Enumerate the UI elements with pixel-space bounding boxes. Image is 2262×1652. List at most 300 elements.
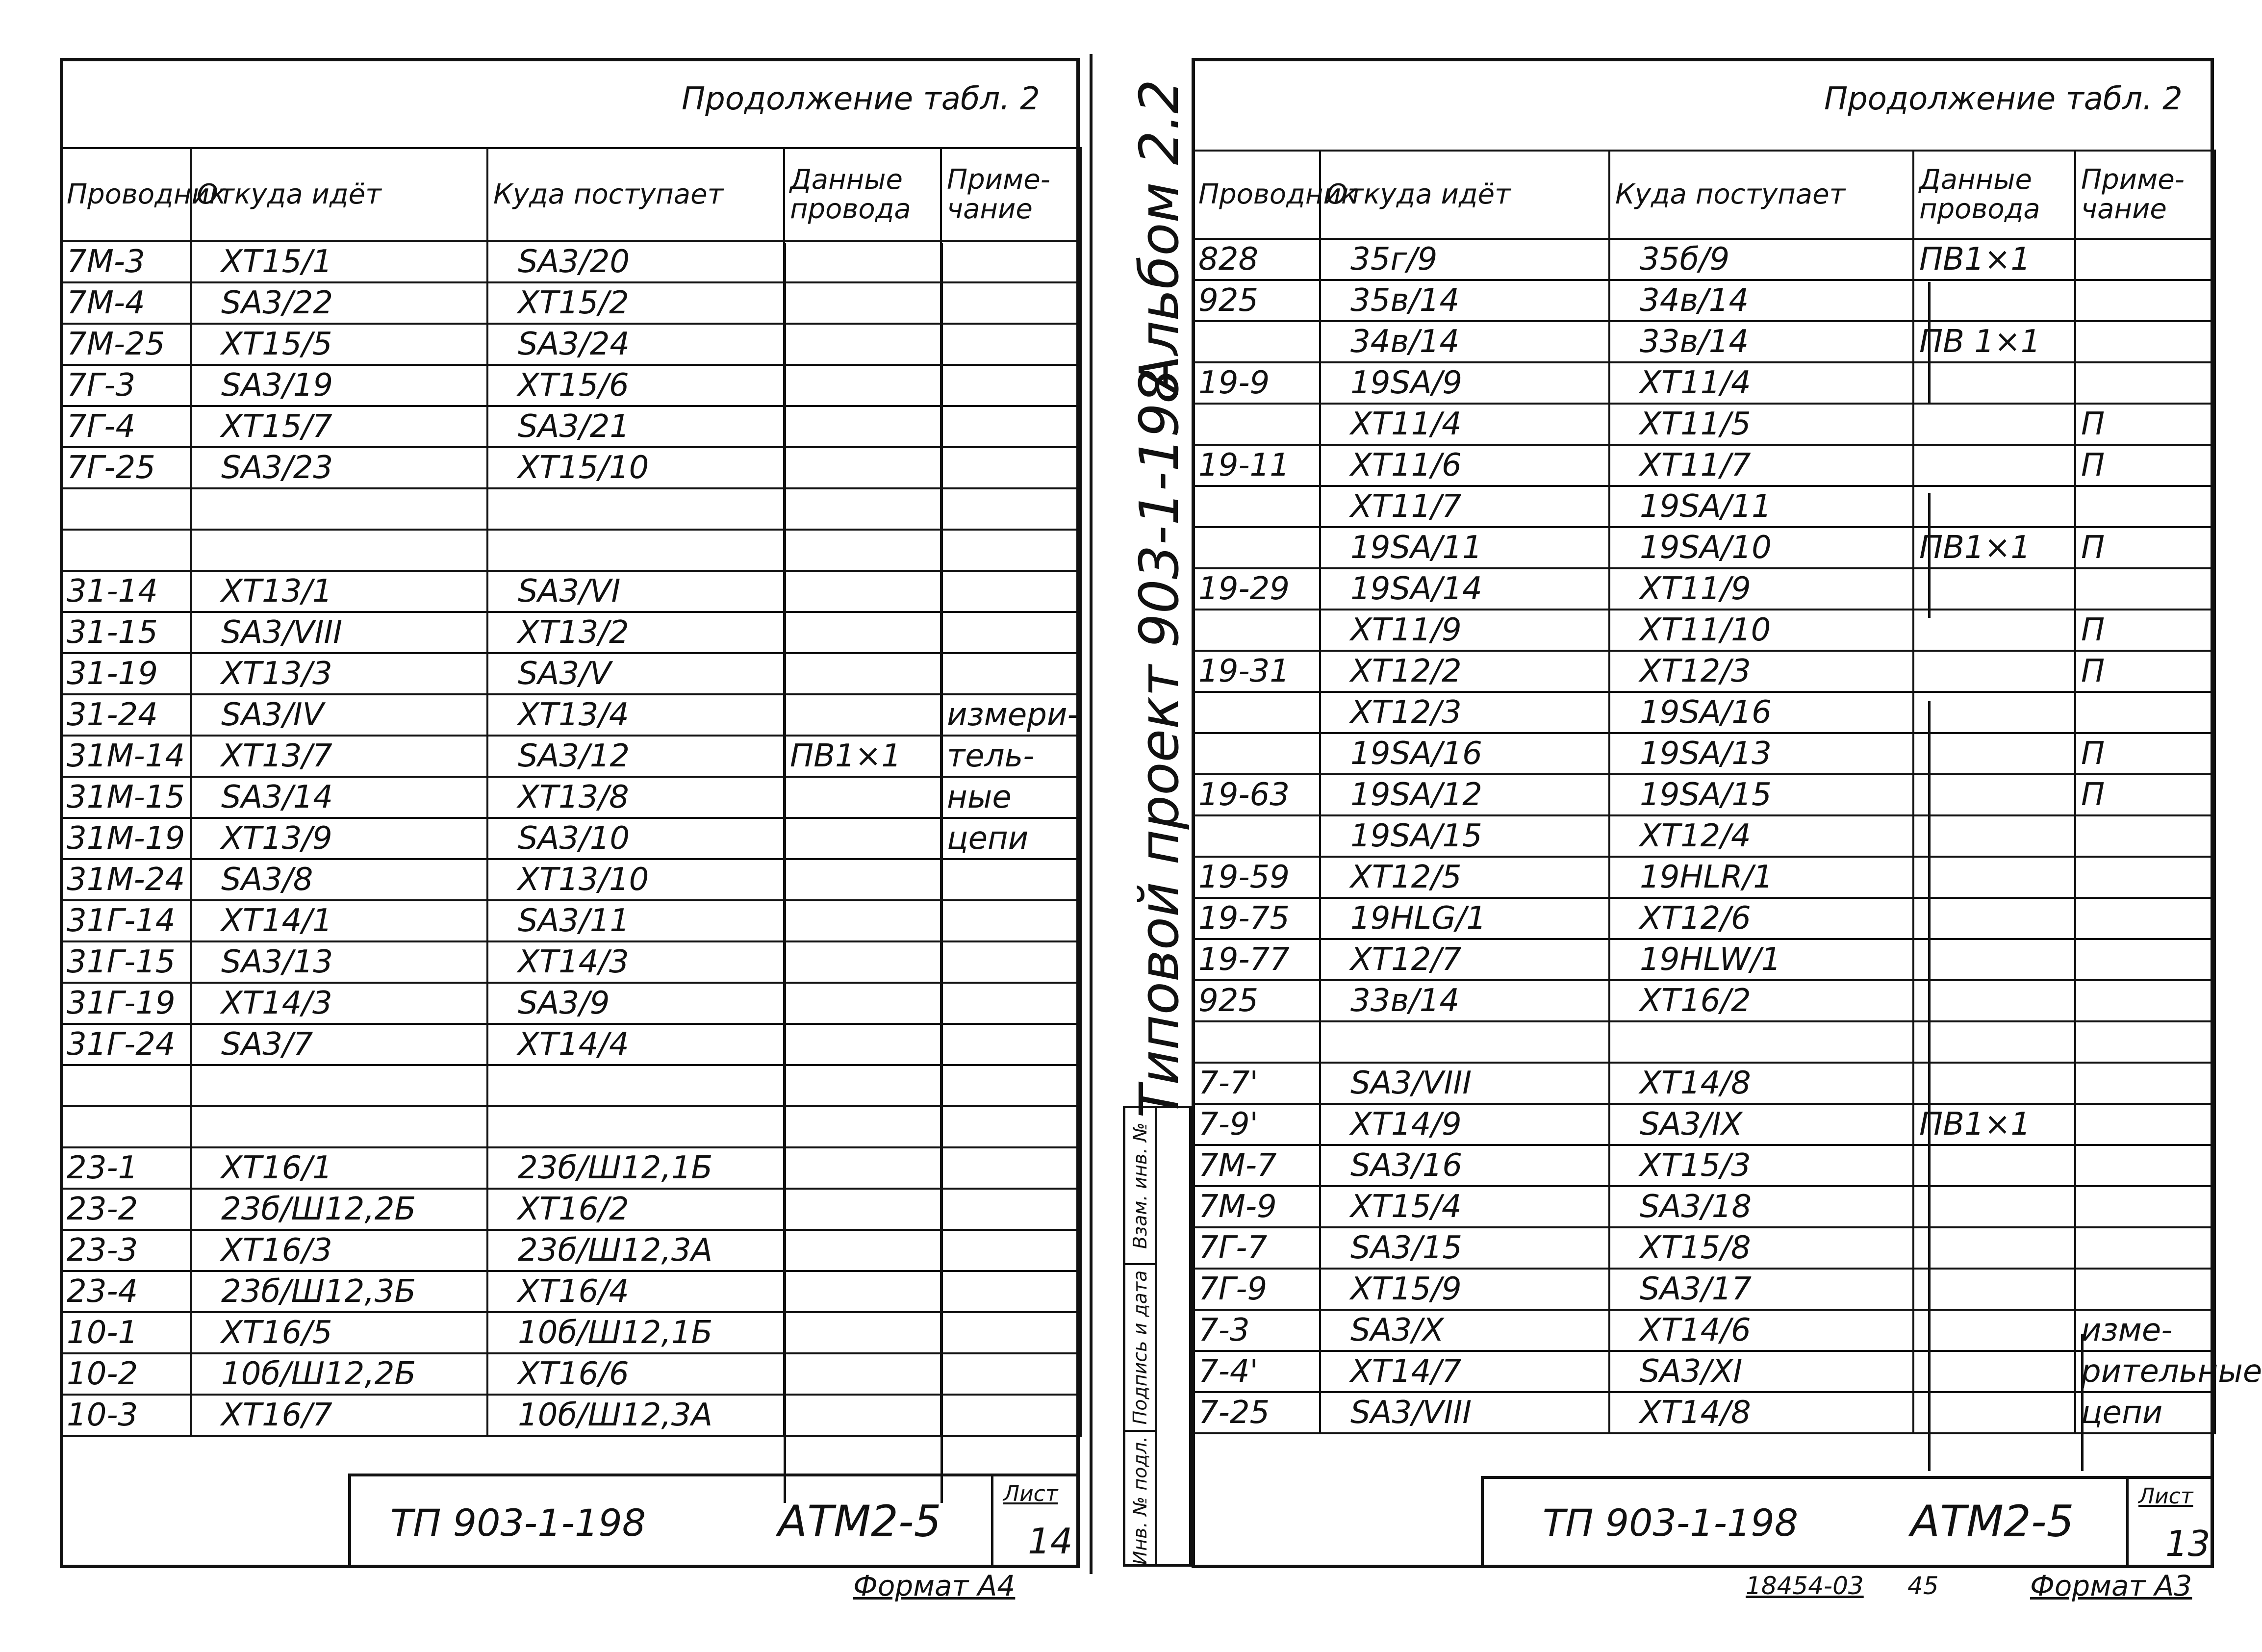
cell-note <box>941 406 1081 447</box>
col-header-wire-data: Данные провода <box>1913 151 2075 239</box>
cell-wire: 23-3 <box>61 1230 191 1271</box>
table-row <box>1193 1351 2215 1392</box>
cell-to: XT13/2 <box>487 612 784 653</box>
cell-from: 23б/Ш12,3Б <box>191 1271 487 1312</box>
cell-note <box>2075 486 2215 527</box>
cell-note <box>941 1024 1081 1065</box>
cell-wire-data <box>784 1230 941 1271</box>
cell-note <box>941 1065 1081 1106</box>
cell-wire: 31М-24 <box>61 859 191 900</box>
cell-from: XT15/1 <box>191 241 487 282</box>
cell-to <box>487 1065 784 1106</box>
right-format-label: Формат А3 <box>2030 1569 2192 1602</box>
table-row <box>61 941 1081 983</box>
table-row <box>61 1353 1081 1395</box>
cell-from: 23б/Ш12,2Б <box>191 1189 487 1230</box>
cell-wire-data <box>784 447 941 488</box>
right-table-caption: Продолжение табл. 2 <box>1824 81 2183 117</box>
cell-wire-data <box>1913 692 2075 733</box>
cell-wire-data <box>1913 1021 2075 1063</box>
cell-from <box>191 1106 487 1147</box>
right-stamp-doc: АТМ2-5 <box>1910 1496 2074 1547</box>
table-row <box>1193 857 2215 898</box>
cell-note <box>2075 321 2215 362</box>
stamp-divider <box>2126 1479 2129 1565</box>
cell-to: XT12/6 <box>1609 898 1913 939</box>
side-signature-strip-blank <box>1157 1106 1192 1567</box>
cell-note <box>941 571 1081 612</box>
cell-to: XT14/6 <box>1609 1310 1913 1351</box>
cell-wire <box>1193 404 1320 445</box>
right-wire-data-brace-2 <box>1928 493 1931 618</box>
cell-wire: 31М-15 <box>61 777 191 818</box>
cell-note <box>941 1189 1081 1230</box>
left-title-block <box>348 1474 1080 1568</box>
cell-note: измери- <box>941 694 1081 736</box>
left-format-label: Формат А4 <box>853 1569 1016 1602</box>
cell-note <box>941 1271 1081 1312</box>
cell-note: цепи <box>941 818 1081 859</box>
col-header-from: Откуда идёт <box>1320 151 1609 239</box>
cell-to <box>487 1106 784 1147</box>
table-row <box>1193 610 2215 651</box>
col-header-wire-data: Данные провода <box>784 148 941 241</box>
table-row <box>1193 280 2215 321</box>
cell-to: XT15/8 <box>1609 1227 1913 1269</box>
table-row <box>61 1230 1081 1271</box>
cell-from: XT14/9 <box>1320 1104 1609 1145</box>
table-row <box>1193 1310 2215 1351</box>
cell-wire-data <box>1913 1063 2075 1104</box>
cell-from: XT16/1 <box>191 1147 487 1189</box>
cell-wire: 31М-19 <box>61 818 191 859</box>
cell-wire: 19-75 <box>1193 898 1320 939</box>
cell-wire: 23-2 <box>61 1189 191 1230</box>
cell-to <box>487 530 784 571</box>
cell-wire: 10-2 <box>61 1353 191 1395</box>
cell-wire-data <box>784 1147 941 1189</box>
cell-wire: 19-11 <box>1193 445 1320 486</box>
cell-wire <box>1193 321 1320 362</box>
cell-note: П <box>2075 527 2215 568</box>
cell-wire <box>1193 815 1320 857</box>
cell-to: XT14/8 <box>1609 1392 1913 1433</box>
right-note-brace <box>2081 1334 2084 1471</box>
cell-from: XT12/2 <box>1320 651 1609 692</box>
cell-note: изме- <box>2075 1310 2215 1351</box>
table-row <box>61 1395 1081 1436</box>
cell-from: 19SA/15 <box>1320 815 1609 857</box>
cell-to: 33в/14 <box>1609 321 1913 362</box>
cell-wire-data <box>784 324 941 365</box>
cell-wire-data <box>784 1065 941 1106</box>
cell-note <box>2075 980 2215 1021</box>
cell-note <box>941 282 1081 324</box>
cell-to: SA3/V <box>487 653 784 694</box>
table-row <box>61 612 1081 653</box>
table-row <box>1193 1104 2215 1145</box>
cell-from: SA3/13 <box>191 941 487 983</box>
cell-note <box>941 612 1081 653</box>
cell-to: 35б/9 <box>1609 239 1913 280</box>
cell-note <box>2075 1227 2215 1269</box>
cell-wire: 31Г-14 <box>61 900 191 941</box>
cell-note <box>2075 898 2215 939</box>
cell-from: 10б/Ш12,2Б <box>191 1353 487 1395</box>
cell-wire: 7Г-9 <box>1193 1269 1320 1310</box>
cell-wire: 10-3 <box>61 1395 191 1436</box>
cell-to: XT13/10 <box>487 859 784 900</box>
col-header-note: Приме-чание <box>2075 151 2215 239</box>
left-table-caption: Продолжение табл. 2 <box>682 81 1040 117</box>
cell-to: 19SA/15 <box>1609 774 1913 815</box>
table-row <box>61 1312 1081 1353</box>
cell-to: XT12/3 <box>1609 651 1913 692</box>
left-note-brace <box>940 243 943 1503</box>
cell-wire: 31Г-24 <box>61 1024 191 1065</box>
cell-note <box>2075 1104 2215 1145</box>
cell-wire <box>1193 1021 1320 1063</box>
cell-from: 19SA/14 <box>1320 568 1609 610</box>
cell-wire: 7Г-25 <box>61 447 191 488</box>
cell-wire-data <box>1913 815 2075 857</box>
cell-wire: 10-1 <box>61 1312 191 1353</box>
cell-to: XT13/8 <box>487 777 784 818</box>
cell-from: XT13/7 <box>191 736 487 777</box>
cell-to: 19HLR/1 <box>1609 857 1913 898</box>
cell-wire: 7-7' <box>1193 1063 1320 1104</box>
left-stamp-doc: АТМ2-5 <box>778 1496 941 1547</box>
cell-to: XT14/3 <box>487 941 784 983</box>
cell-wire-data <box>784 1106 941 1147</box>
table-row <box>61 571 1081 612</box>
cell-wire <box>61 530 191 571</box>
cell-to: 19HLW/1 <box>1609 939 1913 980</box>
right-stamp-sheet-label: Лист <box>2138 1484 2193 1509</box>
cell-from: XT16/7 <box>191 1395 487 1436</box>
cell-from: SA3/8 <box>191 859 487 900</box>
table-row <box>61 406 1081 447</box>
table-row <box>1193 321 2215 362</box>
cell-wire: 7М-4 <box>61 282 191 324</box>
cell-from: XT12/5 <box>1320 857 1609 898</box>
table-row <box>1193 568 2215 610</box>
left-wire-table <box>60 147 1082 1437</box>
table-row <box>61 241 1081 282</box>
cell-wire-data: ПВ1×1 <box>1913 527 2075 568</box>
cell-to: SA3/10 <box>487 818 784 859</box>
cell-to: XT13/4 <box>487 694 784 736</box>
cell-wire-data <box>784 488 941 530</box>
cell-from: 35г/9 <box>1320 239 1609 280</box>
cell-from: SA3/22 <box>191 282 487 324</box>
cell-wire: 31М-14 <box>61 736 191 777</box>
cell-note <box>941 530 1081 571</box>
table-row <box>1193 692 2215 733</box>
cell-wire-data <box>1913 404 2075 445</box>
cell-from: SA3/19 <box>191 365 487 406</box>
cell-to: XT16/2 <box>487 1189 784 1230</box>
cell-wire-data <box>784 818 941 859</box>
cell-from: XT11/4 <box>1320 404 1609 445</box>
cell-wire-data <box>1913 1227 2075 1269</box>
cell-from <box>191 1065 487 1106</box>
table-row <box>1193 1145 2215 1186</box>
cell-to: SA3/XI <box>1609 1351 1913 1392</box>
cell-note <box>2075 568 2215 610</box>
cell-wire <box>1193 610 1320 651</box>
cell-note <box>941 324 1081 365</box>
cell-wire: 7М-3 <box>61 241 191 282</box>
cell-note: П <box>2075 610 2215 651</box>
cell-to: XT15/6 <box>487 365 784 406</box>
cell-wire-data: ПВ1×1 <box>1913 1104 2075 1145</box>
cell-wire-data <box>784 983 941 1024</box>
right-stamp-sheet-number: 13 <box>2165 1523 2211 1564</box>
side-album-label: Альбом 2.2 <box>1128 79 1191 392</box>
cell-wire-data <box>1913 1310 2075 1351</box>
cell-to: XT11/9 <box>1609 568 1913 610</box>
cell-wire: 925 <box>1193 980 1320 1021</box>
cell-note <box>941 1147 1081 1189</box>
right-wire-table <box>1192 150 2262 1434</box>
cell-wire-data <box>784 1024 941 1065</box>
table-row <box>1193 980 2215 1021</box>
cell-note <box>2075 1021 2215 1063</box>
cell-wire: 31-15 <box>61 612 191 653</box>
cell-wire-data <box>784 1353 941 1395</box>
cell-wire-data <box>784 694 941 736</box>
cell-wire <box>61 1106 191 1147</box>
cell-from: XT16/3 <box>191 1230 487 1271</box>
cell-wire: 7Г-4 <box>61 406 191 447</box>
table-row <box>1193 527 2215 568</box>
table-row <box>1193 445 2215 486</box>
cell-wire-data <box>1913 1351 2075 1392</box>
side-cell-replaced-inv: Взам. инв. № <box>1125 1108 1155 1265</box>
cell-wire-data <box>784 1312 941 1353</box>
cell-from: XT15/7 <box>191 406 487 447</box>
cell-wire: 23-4 <box>61 1271 191 1312</box>
cell-wire: 31Г-19 <box>61 983 191 1024</box>
cell-wire: 925 <box>1193 280 1320 321</box>
table-row <box>61 818 1081 859</box>
cell-from: XT11/6 <box>1320 445 1609 486</box>
cell-to: SA3/VI <box>487 571 784 612</box>
cell-wire-data <box>784 653 941 694</box>
left-stamp-sheet-number: 14 <box>1028 1521 1073 1562</box>
cell-wire-data <box>784 241 941 282</box>
cell-wire: 7Г-7 <box>1193 1227 1320 1269</box>
cell-wire-data: ПВ1×1 <box>1913 239 2075 280</box>
table-row <box>61 1271 1081 1312</box>
cell-wire-data <box>784 1271 941 1312</box>
cell-note <box>2075 1269 2215 1310</box>
col-header-from: Откуда идёт <box>191 148 487 241</box>
side-project-title: Типовой проект 903-1-198 <box>1128 369 1191 1118</box>
cell-to: SA3/21 <box>487 406 784 447</box>
cell-note <box>2075 815 2215 857</box>
cell-from: XT15/9 <box>1320 1269 1609 1310</box>
table-row <box>1193 1063 2215 1104</box>
cell-note: П <box>2075 733 2215 774</box>
cell-note <box>2075 857 2215 898</box>
cell-wire-data <box>784 777 941 818</box>
table-row <box>1193 1227 2215 1269</box>
cell-to: XT16/2 <box>1609 980 1913 1021</box>
right-footer-number: 45 <box>1907 1572 1939 1600</box>
cell-from: XT14/3 <box>191 983 487 1024</box>
cell-wire: 7-25 <box>1193 1392 1320 1433</box>
cell-to: XT11/10 <box>1609 610 1913 651</box>
left-stamp-project: ТП 903-1-198 <box>390 1501 646 1545</box>
cell-wire: 7-9' <box>1193 1104 1320 1145</box>
table-row <box>1193 239 2215 280</box>
cell-to: 19SA/11 <box>1609 486 1913 527</box>
cell-wire: 31-14 <box>61 571 191 612</box>
cell-wire-data <box>1913 280 2075 321</box>
cell-wire: 19-77 <box>1193 939 1320 980</box>
cell-to: XT15/2 <box>487 282 784 324</box>
cell-from: XT13/9 <box>191 818 487 859</box>
cell-to: 10б/Ш12,3А <box>487 1395 784 1436</box>
cell-wire-data <box>1913 651 2075 692</box>
table-row <box>61 777 1081 818</box>
table-row <box>61 1024 1081 1065</box>
cell-to <box>487 488 784 530</box>
cell-to: XT11/4 <box>1609 362 1913 404</box>
table-row <box>1193 733 2215 774</box>
cell-wire: 7М-9 <box>1193 1186 1320 1227</box>
cell-wire-data <box>1913 774 2075 815</box>
right-wire-data-brace-1 <box>1928 282 1931 405</box>
right-title-block <box>1481 1476 2214 1568</box>
cell-wire-data <box>1913 568 2075 610</box>
table-row <box>1193 1021 2215 1063</box>
cell-from: XT11/9 <box>1320 610 1609 651</box>
cell-from <box>191 530 487 571</box>
cell-note: рительные <box>2075 1351 2215 1392</box>
cell-wire: 7М-7 <box>1193 1145 1320 1186</box>
table-row <box>61 859 1081 900</box>
cell-wire-data <box>1913 1145 2075 1186</box>
cell-to: XT15/3 <box>1609 1145 1913 1186</box>
cell-to: SA3/20 <box>487 241 784 282</box>
cell-note <box>2075 239 2215 280</box>
right-stamp-project: ТП 903-1-198 <box>1543 1501 1799 1545</box>
cell-from: XT13/3 <box>191 653 487 694</box>
cell-from: SA3/14 <box>191 777 487 818</box>
cell-note <box>2075 280 2215 321</box>
table-row <box>1193 939 2215 980</box>
cell-note: ные <box>941 777 1081 818</box>
cell-from: 19SA/16 <box>1320 733 1609 774</box>
table-row <box>61 530 1081 571</box>
cell-to: 34в/14 <box>1609 280 1913 321</box>
cell-to: XT14/8 <box>1609 1063 1913 1104</box>
cell-note <box>2075 362 2215 404</box>
table-row <box>1193 486 2215 527</box>
cell-from: 34в/14 <box>1320 321 1609 362</box>
cell-note <box>941 1312 1081 1353</box>
cell-to: SA3/11 <box>487 900 784 941</box>
cell-wire <box>61 488 191 530</box>
cell-wire <box>1193 486 1320 527</box>
cell-wire-data <box>1913 1186 2075 1227</box>
cell-from: SA3/16 <box>1320 1145 1609 1186</box>
col-header-to: Куда поступает <box>487 148 784 241</box>
cell-from: 19SA/12 <box>1320 774 1609 815</box>
cell-from: SA3/VIII <box>1320 1392 1609 1433</box>
cell-to: XT16/6 <box>487 1353 784 1395</box>
cell-note: П <box>2075 445 2215 486</box>
cell-wire-data <box>1913 980 2075 1021</box>
left-stamp-sheet-label: Лист <box>1003 1481 1058 1506</box>
cell-from: SA3/IV <box>191 694 487 736</box>
right-footer-code: 18454-03 <box>1746 1572 1864 1600</box>
cell-wire-data <box>784 612 941 653</box>
cell-wire-data <box>784 282 941 324</box>
table-row <box>1193 362 2215 404</box>
cell-note <box>941 365 1081 406</box>
cell-to: 10б/Ш12,1Б <box>487 1312 784 1353</box>
cell-note <box>941 1353 1081 1395</box>
cell-note <box>941 900 1081 941</box>
cell-to: XT11/7 <box>1609 445 1913 486</box>
cell-from: SA3/23 <box>191 447 487 488</box>
cell-to: 19SA/13 <box>1609 733 1913 774</box>
cell-from: XT14/7 <box>1320 1351 1609 1392</box>
table-row <box>61 324 1081 365</box>
cell-from: SA3/X <box>1320 1310 1609 1351</box>
binding-line <box>1090 54 1093 1574</box>
cell-wire <box>1193 733 1320 774</box>
cell-wire <box>1193 692 1320 733</box>
table-row <box>1193 651 2215 692</box>
cell-note <box>941 447 1081 488</box>
cell-note <box>941 983 1081 1024</box>
cell-wire-data <box>1913 445 2075 486</box>
cell-from: 19SA/9 <box>1320 362 1609 404</box>
cell-from: 19HLG/1 <box>1320 898 1609 939</box>
cell-note <box>941 1395 1081 1436</box>
cell-wire-data <box>784 859 941 900</box>
cell-wire: 31-19 <box>61 653 191 694</box>
table-row <box>61 282 1081 324</box>
cell-wire-data <box>1913 362 2075 404</box>
cell-wire-data <box>1913 486 2075 527</box>
table-row <box>1193 774 2215 815</box>
cell-note <box>941 488 1081 530</box>
table-row <box>61 447 1081 488</box>
cell-wire: 31Г-15 <box>61 941 191 983</box>
cell-to: SA3/IX <box>1609 1104 1913 1145</box>
cell-from: SA3/7 <box>191 1024 487 1065</box>
cell-wire-data <box>784 365 941 406</box>
cell-wire: 7-3 <box>1193 1310 1320 1351</box>
cell-note <box>941 1230 1081 1271</box>
col-header-to: Куда поступает <box>1609 151 1913 239</box>
table-row <box>61 365 1081 406</box>
cell-wire: 23-1 <box>61 1147 191 1189</box>
cell-from: XT15/5 <box>191 324 487 365</box>
cell-wire-data <box>784 530 941 571</box>
cell-wire-data <box>784 941 941 983</box>
cell-wire <box>1193 527 1320 568</box>
cell-to: XT16/4 <box>487 1271 784 1312</box>
col-header-wire: Проводник <box>1193 151 1320 239</box>
cell-from: XT15/4 <box>1320 1186 1609 1227</box>
